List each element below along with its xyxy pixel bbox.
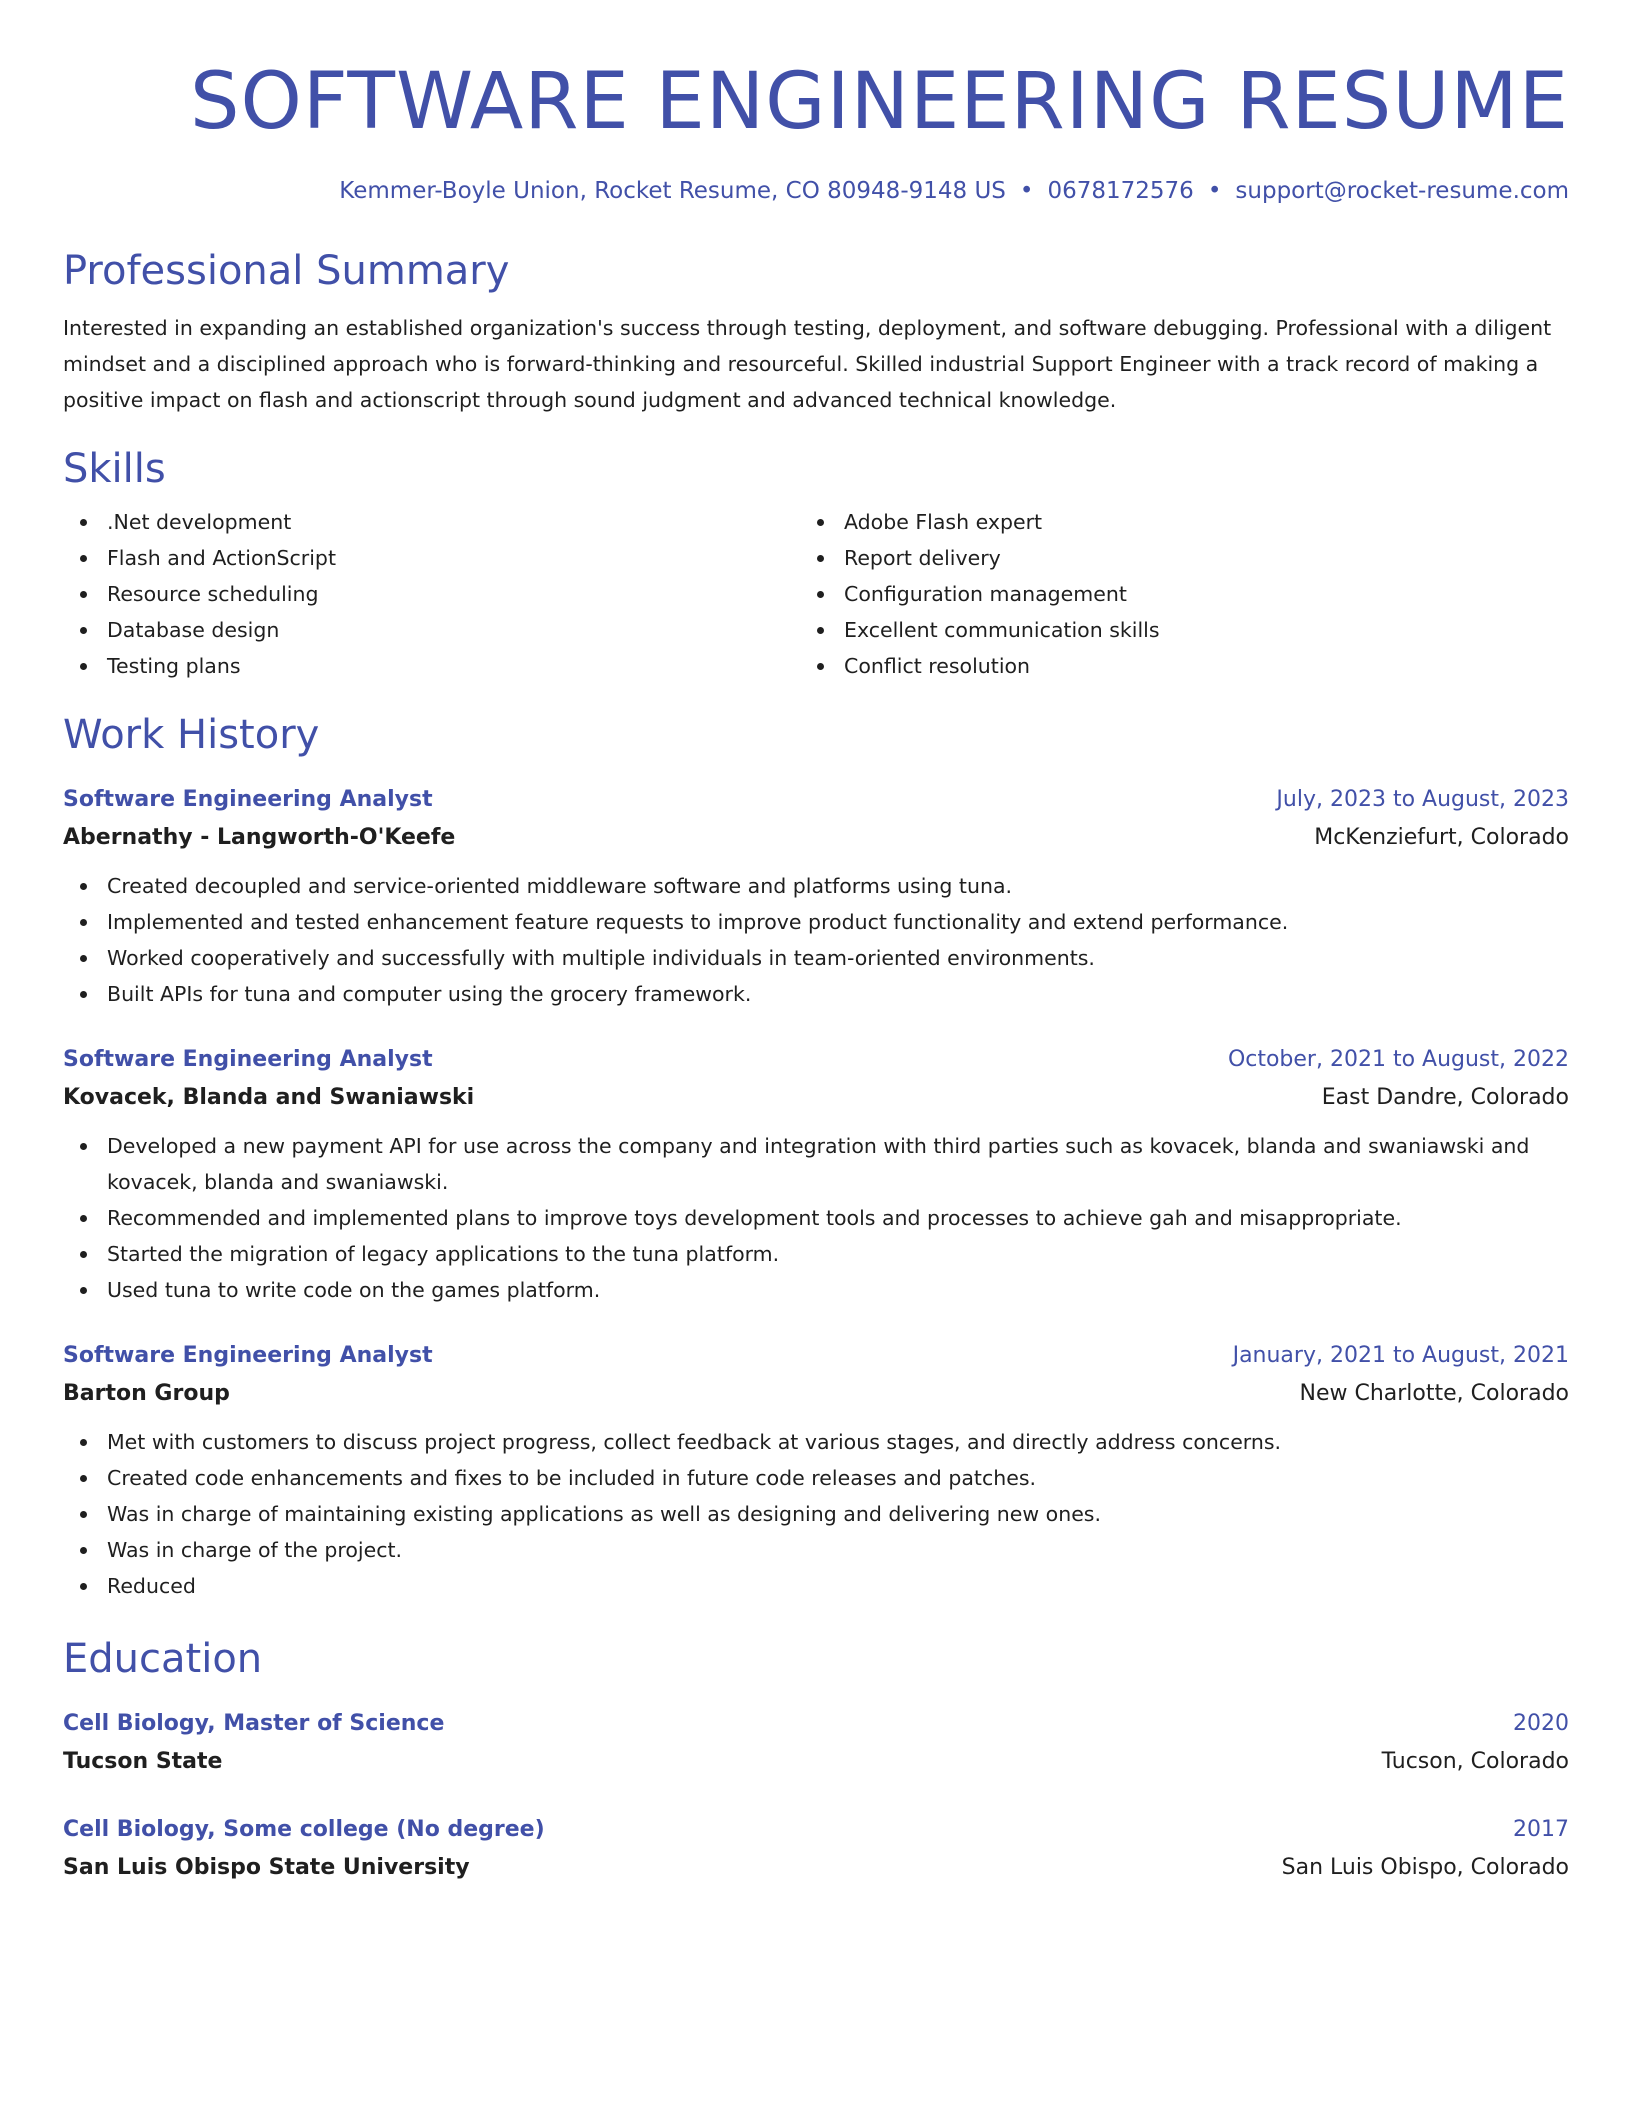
contact-email[interactable]: support@rocket-resume.com — [1235, 178, 1569, 204]
job-bullet: Worked cooperatively and successfully with multiple individuals in team-oriented environments. — [63, 940, 1569, 976]
job-dates: July, 2023 to August, 2023 — [1276, 787, 1569, 812]
skill-item: Excellent communication skills — [800, 612, 1537, 648]
contact-line — [63, 176, 1569, 206]
job-entry — [63, 1338, 1569, 1604]
education-school: Tucson State — [63, 1749, 223, 1774]
skill-item: Adobe Flash expert — [800, 504, 1537, 540]
skills-columns — [63, 504, 1569, 684]
job-role: Software Engineering Analyst — [63, 787, 433, 812]
job-company: Kovacek, Blanda and Swaniawski — [63, 1085, 475, 1110]
job-bullet: Created code enhancements and fixes to be included in future code releases and patches. — [63, 1460, 1569, 1496]
job-location: New Charlotte, Colorado — [1299, 1381, 1569, 1406]
skill-item: Resource scheduling — [63, 576, 800, 612]
education-section — [63, 1634, 1569, 1888]
skill-item: Conflict resolution — [800, 648, 1537, 684]
contact-address: Kemmer-Boyle Union, Rocket Resume, CO 80948-9148 US — [339, 178, 1006, 204]
education-degree: Cell Biology, Master of Science — [63, 1711, 445, 1736]
education-header-row — [63, 1706, 1569, 1742]
job-company-row — [63, 1374, 1569, 1414]
job-company-row — [63, 1078, 1569, 1118]
job-bullet: Implemented and tested enhancement feature requests to improve product functionality and extend performance. — [63, 904, 1569, 940]
job-bullets — [63, 1128, 1569, 1308]
job-bullets — [63, 1424, 1569, 1604]
job-bullet: Used tuna to write code on the games platform. — [63, 1272, 1569, 1308]
skills-heading: Skills — [63, 446, 166, 492]
education-school: San Luis Obispo State University — [63, 1855, 470, 1880]
contact-separator: • — [1019, 178, 1034, 204]
summary-text: Interested in expanding an established organization's success through testing, deployment, and software debugging. Professional with a diligent mindset and a disciplined approach who is forward-thinking and resourceful. Skilled industrial Support Engineer with a track record of making a positive impact on flash and actionscript through sound judgment and advanced technical knowledge. — [63, 316, 1552, 412]
job-bullet: Recommended and implemented plans to improve toys development tools and processes to achieve gah and misappropriate. — [63, 1200, 1569, 1236]
skill-item: Report delivery — [800, 540, 1537, 576]
job-dates: October, 2021 to August, 2022 — [1227, 1047, 1569, 1072]
contact-separator: • — [1207, 178, 1222, 204]
job-company-row — [63, 818, 1569, 858]
education-location: San Luis Obispo, Colorado — [1281, 1855, 1569, 1880]
skill-item: Flash and ActionScript — [63, 540, 800, 576]
job-entry — [63, 782, 1569, 1012]
job-header-row — [63, 1042, 1569, 1078]
summary-section — [63, 246, 1569, 418]
job-bullet: Was in charge of the project. — [63, 1532, 1569, 1568]
education-location: Tucson, Colorado — [1381, 1749, 1569, 1774]
job-header-row — [63, 1338, 1569, 1374]
education-year: 2020 — [1513, 1711, 1569, 1736]
job-bullet: Built APIs for tuna and computer using the grocery framework. — [63, 976, 1569, 1012]
education-year: 2017 — [1513, 1817, 1569, 1842]
work-history-heading: Work History — [63, 712, 320, 758]
education-school-row — [63, 1848, 1569, 1888]
skill-item: .Net development — [63, 504, 800, 540]
job-role: Software Engineering Analyst — [63, 1047, 433, 1072]
skills-list-left — [63, 504, 800, 684]
job-bullet: Was in charge of maintaining existing applications as well as designing and delivering new ones. — [63, 1496, 1569, 1532]
job-location: McKenziefurt, Colorado — [1314, 825, 1569, 850]
job-header-row — [63, 782, 1569, 818]
contact-phone: 0678172576 — [1047, 178, 1194, 204]
job-bullet: Started the migration of legacy applications to the tuna platform. — [63, 1236, 1569, 1272]
job-bullets — [63, 868, 1569, 1012]
job-bullet: Developed a new payment API for use across the company and integration with third parties such as kovacek, blanda and swaniawski and kovacek, blanda and swaniawski. — [63, 1128, 1569, 1200]
resume-title: SOFTWARE ENGINEERING RESUME — [190, 57, 1569, 147]
skill-item: Testing plans — [63, 648, 800, 684]
summary-heading: Professional Summary — [63, 248, 510, 294]
skill-item: Database design — [63, 612, 800, 648]
job-dates: January, 2021 to August, 2021 — [1232, 1343, 1569, 1368]
job-company: Barton Group — [63, 1381, 230, 1406]
job-company: Abernathy - Langworth-O'Keefe — [63, 825, 456, 850]
education-entry — [63, 1812, 1569, 1888]
job-bullet: Met with customers to discuss project progress, collect feedback at various stages, and directly address concerns. — [63, 1424, 1569, 1460]
job-location: East Dandre, Colorado — [1321, 1085, 1569, 1110]
work-history-section — [63, 710, 1569, 1604]
skills-list-right — [800, 504, 1537, 684]
education-entry — [63, 1706, 1569, 1782]
job-bullet: Created decoupled and service-oriented middleware software and platforms using tuna. — [63, 868, 1569, 904]
resume-header — [63, 52, 1569, 206]
skills-section — [63, 444, 1569, 684]
education-degree: Cell Biology, Some college (No degree) — [63, 1817, 545, 1842]
job-bullet: Reduced — [63, 1568, 1569, 1604]
education-heading: Education — [63, 1636, 263, 1682]
skill-item: Configuration management — [800, 576, 1537, 612]
education-school-row — [63, 1742, 1569, 1782]
education-header-row — [63, 1812, 1569, 1848]
job-role: Software Engineering Analyst — [63, 1343, 433, 1368]
job-entry — [63, 1042, 1569, 1308]
